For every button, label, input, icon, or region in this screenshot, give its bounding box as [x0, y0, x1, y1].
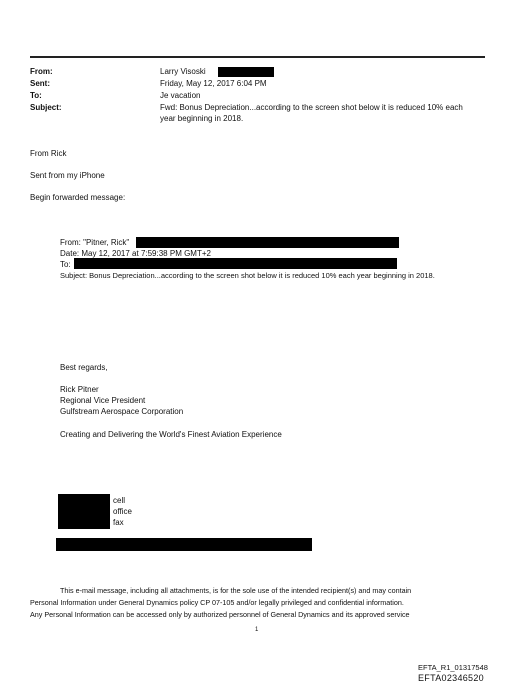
phone-fax-label: fax — [113, 518, 124, 527]
redaction-phone-numbers — [58, 494, 110, 529]
sent-label: Sent: — [30, 79, 50, 88]
phone-office-label: office — [113, 507, 132, 516]
from-label: From: — [30, 67, 53, 76]
footer-disclaimer-line2: Personal Information under General Dynamics policy CP 07-105 and/or legally privileged and confidential information. — [30, 598, 404, 607]
redaction-forwarded-from — [136, 237, 399, 248]
header-rule — [30, 56, 485, 58]
body-from-rick: From Rick — [30, 149, 67, 158]
signature-tagline: Creating and Delivering the World's Finest Aviation Experience — [60, 430, 282, 439]
subject-label: Subject: — [30, 103, 62, 112]
to-value: Je vacation — [160, 91, 201, 100]
sent-value: Friday, May 12, 2017 6:04 PM — [160, 79, 267, 88]
bates-number-secondary: EFTA02346520 — [418, 673, 484, 683]
bates-number-primary: EFTA_R1_01317548 — [418, 663, 488, 672]
subject-value-line1: Fwd: Bonus Depreciation...according to the screen shot below it is reduced 10% each — [160, 103, 463, 112]
to-label: To: — [30, 91, 42, 100]
body-sent-from-iphone: Sent from my iPhone — [30, 171, 105, 180]
phone-cell-label: cell — [113, 496, 126, 505]
signature-title: Regional Vice President — [60, 396, 146, 405]
from-value: Larry Visoski — [160, 67, 206, 76]
forwarded-from: From: "Pitner, Rick" — [60, 238, 130, 247]
forwarded-to: To: — [60, 260, 71, 269]
redaction-from-email — [218, 67, 274, 77]
forwarded-date: Date: May 12, 2017 at 7:59:38 PM GMT+2 — [60, 249, 211, 258]
redaction-address — [56, 538, 312, 551]
subject-value-line2: year beginning in 2018. — [160, 114, 244, 123]
signature-company: Gulfstream Aerospace Corporation — [60, 407, 184, 416]
footer-disclaimer-line3: Any Personal Information can be accessed only by authorized personnel of General Dynamics and its approved service — [30, 610, 410, 619]
body-begin-forwarded: Begin forwarded message: — [30, 193, 126, 202]
forwarded-subject: Subject: Bonus Depreciation...according to the screen shot below it is reduced 10% each year beginning in 2018. — [60, 271, 435, 280]
signature-greeting: Best regards, — [60, 363, 108, 372]
footer-disclaimer-line1: This e-mail message, including all attachments, is for the sole use of the intended recipient(s) and may contain — [60, 586, 412, 595]
signature-name: Rick Pitner — [60, 385, 99, 394]
page-number: 1 — [255, 627, 259, 633]
redaction-forwarded-to — [74, 258, 397, 269]
